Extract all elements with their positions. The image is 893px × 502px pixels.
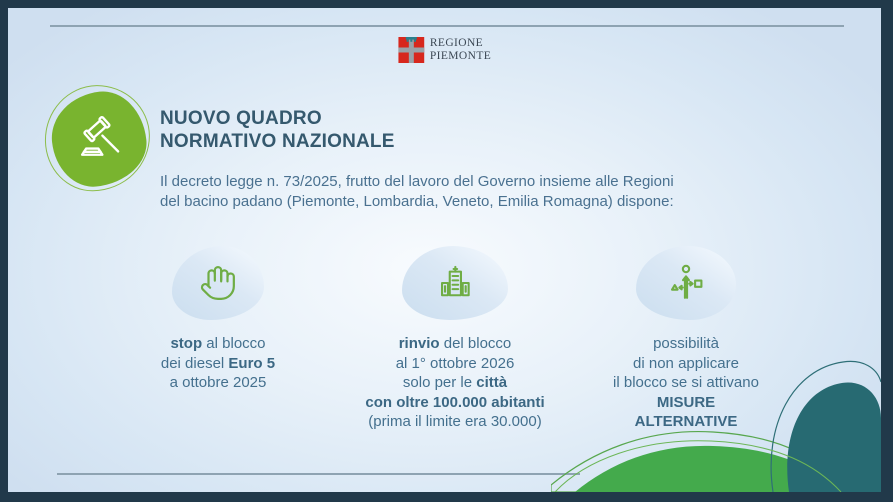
city-buildings-badge	[402, 246, 508, 320]
column-rinvio-blocco	[345, 246, 565, 432]
alternative-measures-badge	[636, 246, 736, 320]
column-misure-alternative	[576, 246, 796, 432]
page-title	[160, 107, 395, 153]
alternative-measures-icon	[665, 262, 707, 304]
column-stop-blocco	[118, 246, 318, 393]
city-buildings-icon	[434, 262, 476, 304]
slide-canvas	[8, 8, 881, 492]
column-misure-text: possibilità di non applicare il blocco se si attivano MISURE ALTERNATIVE	[613, 335, 759, 430]
intro-text	[160, 172, 674, 211]
intro-line-2: del bacino padano (Piemonte, Lombardia, Veneto, Emilia Romagna) dispone:	[160, 192, 674, 210]
logo-line-piemonte: PIEMONTE	[429, 50, 492, 62]
logo-text	[430, 37, 491, 63]
intro-line-1: Il decreto legge n. 73/2025, frutto del lavoro del Governo insieme alle Regioni	[160, 173, 674, 190]
gavel-badge	[47, 87, 150, 190]
title-line-1: NUOVO QUADRO	[160, 108, 322, 129]
logo-line-regione: REGIONE	[429, 37, 484, 49]
bottom-divider	[57, 473, 580, 475]
stop-hand-badge	[172, 246, 264, 320]
gavel-icon	[72, 114, 126, 164]
stop-hand-icon	[199, 264, 237, 302]
top-divider	[50, 25, 844, 27]
regione-piemonte-logo	[398, 37, 491, 63]
piemonte-crest-icon	[398, 37, 424, 63]
column-stop-text: stop al blocco dei diesel Euro 5 a ottobre 2025	[160, 335, 276, 391]
column-rinvio-text: rinvio del blocco al 1° ottobre 2026 solo per le città con oltre 100.000 abitanti (prima il limite era 30.000)	[365, 335, 545, 430]
title-line-2: NORMATIVO NAZIONALE	[160, 131, 395, 152]
